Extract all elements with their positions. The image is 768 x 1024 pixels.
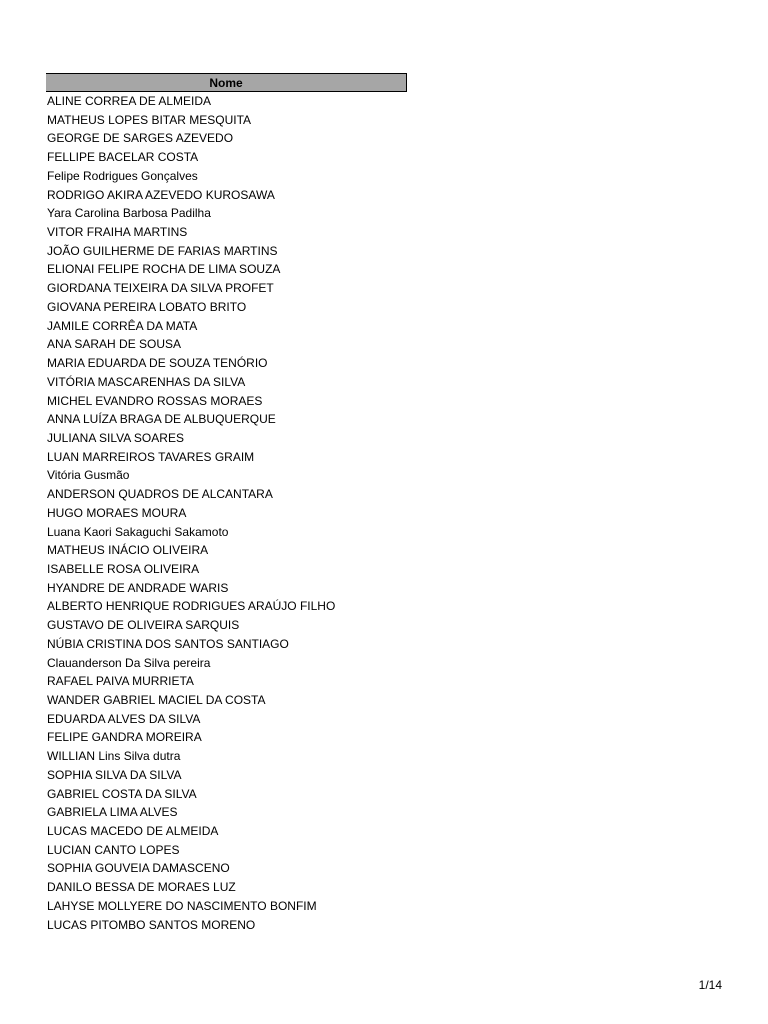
- table-row: LUCIAN CANTO LOPES: [47, 842, 180, 857]
- table-row: RAFAEL PAIVA MURRIETA: [47, 674, 194, 689]
- table-row: GIORDANA TEIXEIRA DA SILVA PROFET: [47, 281, 274, 296]
- table-row: GABRIEL COSTA DA SILVA: [47, 786, 197, 801]
- table-row: HUGO MORAES MOURA: [47, 505, 187, 520]
- table-row: DANILO BESSA DE MORAES LUZ: [47, 880, 236, 895]
- table-row: Luana Kaori Sakaguchi Sakamoto: [47, 524, 229, 539]
- table-row: ANDERSON QUADROS DE ALCANTARA: [47, 487, 273, 502]
- table-row: VITÓRIA MASCARENHAS DA SILVA: [47, 374, 246, 389]
- table-row: ALINE CORREA DE ALMEIDA: [47, 94, 212, 108]
- table-row: JOÃO GUILHERME DE FARIAS MARTINS: [47, 243, 278, 258]
- table-row: GIOVANA PEREIRA LOBATO BRITO: [47, 299, 247, 314]
- table-row: JULIANA SILVA SOARES: [47, 430, 184, 445]
- table-row: HYANDRE DE ANDRADE WARIS: [47, 580, 229, 595]
- names-table: [46, 73, 407, 934]
- table-row: GUSTAVO DE OLIVEIRA SARQUIS: [47, 618, 240, 633]
- page-indicator: 1/14: [698, 978, 722, 992]
- table-row: VITOR FRAIHA MARTINS: [47, 225, 188, 240]
- table-row: WANDER GABRIEL MACIEL DA COSTA: [47, 693, 266, 707]
- table-row: LUCAS MACEDO DE ALMEIDA: [47, 824, 219, 839]
- table-row: ANNA LUÍZA BRAGA DE ALBUQUERQUE: [47, 412, 276, 427]
- names-list: [46, 92, 407, 934]
- table-row: ANA SARAH DE SOUSA: [47, 337, 182, 352]
- table-row: EDUARDA ALVES DA SILVA: [47, 711, 201, 726]
- table-row: MARIA EDUARDA DE SOUZA TENÓRIO: [47, 356, 268, 371]
- table-row: SOPHIA SILVA DA SILVA: [47, 767, 182, 782]
- table-row: FELIPE GANDRA MOREIRA: [47, 730, 202, 745]
- table-row: ISABELLE ROSA OLIVEIRA: [47, 561, 200, 576]
- table-row: MATHEUS LOPES BITAR MESQUITA: [47, 112, 252, 127]
- table-row: ELIONAI FELIPE ROCHA DE LIMA SOUZA: [47, 262, 281, 277]
- table-row: MATHEUS INÁCIO OLIVEIRA: [47, 543, 209, 558]
- table-row: FELLIPE BACELAR COSTA: [47, 150, 199, 165]
- table-row: GEORGE DE SARGES AZEVEDO: [47, 131, 234, 146]
- table-row: SOPHIA GOUVEIA DAMASCENO: [47, 861, 230, 876]
- table-row: Clauanderson Da Silva pereira: [47, 655, 211, 670]
- table-row: NÚBIA CRISTINA DOS SANTOS SANTIAGO: [47, 636, 289, 651]
- table-row: LUAN MARREIROS TAVARES GRAIM: [47, 449, 255, 464]
- table-row: Yara Carolina Barbosa Padilha: [47, 206, 211, 221]
- column-header-nome: Nome: [46, 73, 407, 92]
- table-row: Felipe Rodrigues Gonçalves: [47, 168, 198, 183]
- table-row: MICHEL EVANDRO ROSSAS MORAES: [47, 393, 263, 408]
- table-row: GABRIELA LIMA ALVES: [47, 805, 178, 820]
- table-row: Vitória Gusmão: [47, 468, 130, 483]
- table-row: LUCAS PITOMBO SANTOS MORENO: [47, 917, 256, 932]
- table-row: RODRIGO AKIRA AZEVEDO KUROSAWA: [47, 187, 275, 202]
- table-row: WILLIAN Lins Silva dutra: [47, 749, 181, 764]
- table-row: LAHYSE MOLLYERE DO NASCIMENTO BONFIM: [47, 898, 317, 913]
- table-row: ALBERTO HENRIQUE RODRIGUES ARAÚJO FILHO: [47, 599, 336, 614]
- table-row: JAMILE CORRÊA DA MATA: [47, 318, 198, 333]
